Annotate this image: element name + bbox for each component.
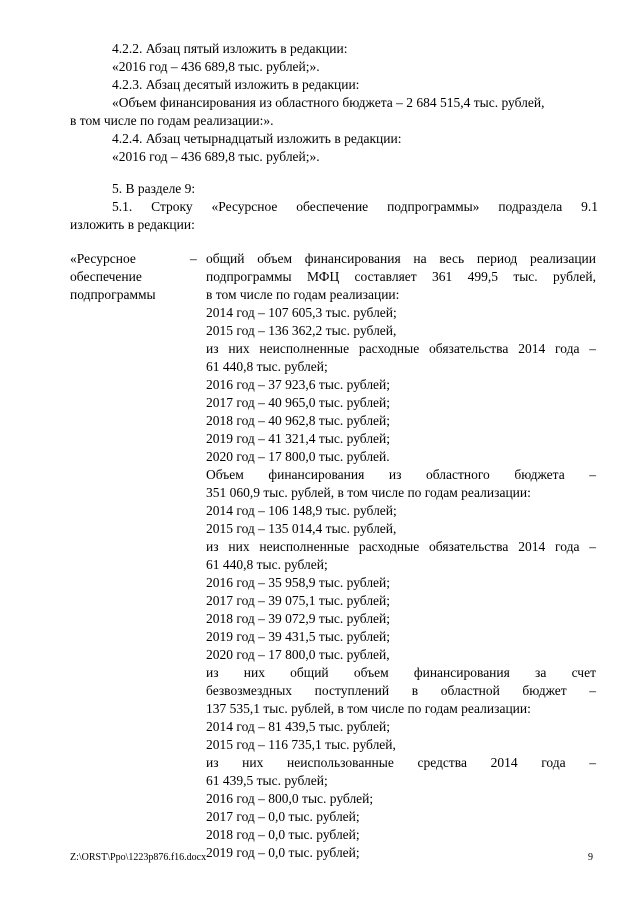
section-5-heading: 5. В разделе 9:: [112, 181, 196, 196]
paragraph-5-1-cont: изложить в редакции:: [70, 217, 195, 232]
table-line: безвозмездных поступлений в областной бюджет –: [206, 683, 596, 698]
table-line: 2014 год – 107 605,3 тыс. рублей;: [206, 305, 397, 320]
table-line: из них общий объем финансирования за счет: [206, 665, 596, 680]
table-line: 137 535,1 тыс. рублей, в том числе по годам реализации:: [206, 701, 531, 716]
table-line: 2016 год – 35 958,9 тыс. рублей;: [206, 575, 391, 590]
table-line: из них неиспользованные средства 2014 года –: [206, 755, 596, 770]
table-line: 2020 год – 17 800,0 тыс. рублей.: [206, 449, 390, 464]
table-line: 2017 год – 39 075,1 тыс. рублей;: [206, 593, 391, 608]
paragraph-4-2-2-text: «2016 год – 436 689,8 тыс. рублей;».: [112, 59, 320, 74]
paragraph-4-2-3-text: «Объем финансирования из областного бюджета – 2 684 515,4 тыс. рублей,: [112, 95, 545, 110]
paragraph-4-2-3: 4.2.3. Абзац десятый изложить в редакции:: [112, 77, 360, 92]
table-label-line: «Ресурсное: [70, 251, 136, 266]
table-line: общий объем финансирования на весь период реализации: [206, 251, 596, 266]
table-dash: –: [190, 251, 197, 266]
table-line: из них неисполненные расходные обязательства 2014 года –: [206, 341, 596, 356]
table-line: в том числе по годам реализации:: [206, 287, 400, 302]
table-line: Объем финансирования из областного бюджета –: [206, 467, 596, 482]
table-line: 2016 год – 800,0 тыс. рублей;: [206, 791, 374, 806]
table-line: 2018 год – 0,0 тыс. рублей;: [206, 827, 360, 842]
table-line: 61 440,8 тыс. рублей;: [206, 359, 328, 374]
table-line: 351 060,9 тыс. рублей, в том числе по годам реализации:: [206, 485, 531, 500]
table-line: 2014 год – 81 439,5 тыс. рублей;: [206, 719, 391, 734]
table-content-cell: [206, 250, 596, 862]
table-line: 2018 год – 40 962,8 тыс. рублей;: [206, 413, 391, 428]
page-number: 9: [588, 852, 593, 863]
table-line: 2017 год – 0,0 тыс. рублей;: [206, 809, 360, 824]
table-line: 2019 год – 39 431,5 тыс. рублей;: [206, 629, 391, 644]
table-line: 2016 год – 37 923,6 тыс. рублей;: [206, 377, 391, 392]
table-line: 2019 год – 0,0 тыс. рублей;: [206, 845, 360, 860]
table-line: 2014 год – 106 148,9 тыс. рублей;: [206, 503, 397, 518]
footer-file-path: Z:\ORST\Ppo\1223p876.f16.docx: [70, 852, 207, 863]
table-label-line: обеспечение: [70, 269, 142, 284]
table-line: 2019 год – 41 321,4 тыс. рублей;: [206, 431, 391, 446]
paragraph-4-2-4: 4.2.4. Абзац четырнадцатый изложить в редакции:: [112, 131, 402, 146]
paragraph-4-2-3-text-cont: в том числе по годам реализации:».: [70, 113, 274, 128]
table-label-cell: [70, 250, 200, 304]
table-line: 2020 год – 17 800,0 тыс. рублей,: [206, 647, 390, 662]
paragraph-4-2-2: 4.2.2. Абзац пятый изложить в редакции:: [112, 41, 348, 56]
table-line: 2017 год – 40 965,0 тыс. рублей;: [206, 395, 391, 410]
paragraph-4-2-4-text: «2016 год – 436 689,8 тыс. рублей;».: [112, 149, 320, 164]
table-line: из них неисполненные расходные обязательства 2014 года –: [206, 539, 596, 554]
table-line: 61 440,8 тыс. рублей;: [206, 557, 328, 572]
table-line: 2015 год – 116 735,1 тыс. рублей,: [206, 737, 396, 752]
table-label-line: подпрограммы: [70, 287, 156, 302]
table-line: подпрограммы МФЦ составляет 361 499,5 тыс. рублей,: [206, 269, 596, 284]
table-line: 2015 год – 135 014,4 тыс. рублей,: [206, 521, 397, 536]
table-line: 61 439,5 тыс. рублей;: [206, 773, 328, 788]
table-line: 2018 год – 39 072,9 тыс. рублей;: [206, 611, 391, 626]
paragraph-5-1: 5.1. Строку «Ресурсное обеспечение подпрограммы» подраздела 9.1: [112, 199, 598, 214]
table-line: 2015 год – 136 362,2 тыс. рублей,: [206, 323, 397, 338]
